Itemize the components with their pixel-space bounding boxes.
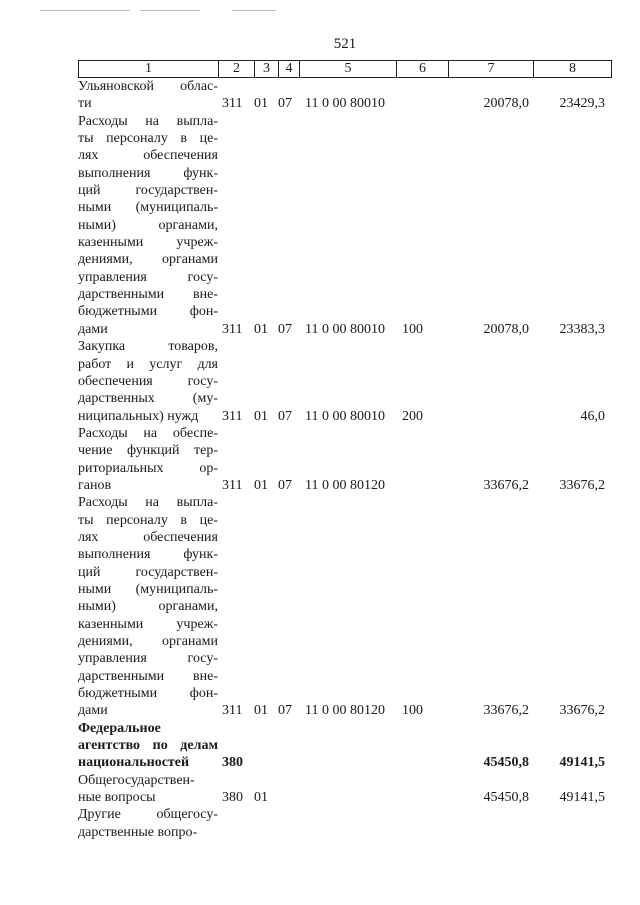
description-line: Закупка товаров, — [78, 339, 218, 355]
description-line: Расходы на выпла- — [78, 113, 218, 129]
amount-year-1: 45450,8 — [483, 790, 529, 806]
description-line: Ульяновской облас- — [78, 79, 218, 94]
column-header: 6 — [397, 61, 449, 78]
section-code: 01 — [254, 790, 268, 806]
section-code: 01 — [254, 408, 268, 424]
table-row — [78, 113, 611, 338]
row-description — [78, 425, 218, 494]
description-line: ными) органами, — [78, 217, 218, 233]
description-line: национальностей — [78, 755, 190, 771]
description-line: агентство по делам — [78, 738, 218, 754]
expense-type-code: 200 — [402, 408, 423, 424]
description-line: бюджетными фон- — [78, 686, 218, 702]
budget-table-body — [78, 78, 611, 841]
subsection-code: 07 — [278, 408, 292, 424]
section-code: 01 — [254, 477, 268, 493]
description-line: ти — [78, 96, 92, 112]
page-number: 521 — [333, 36, 357, 52]
column-header: 3 — [255, 61, 279, 78]
ministry-code: 311 — [222, 477, 243, 493]
column-header: 7 — [449, 61, 534, 78]
amount-year-2: 33676,2 — [559, 703, 605, 719]
row-description — [78, 772, 218, 807]
description-line: ций государствен- — [78, 183, 218, 199]
description-line: ты персоналу в це- — [78, 512, 218, 528]
description-line: выполнения функ- — [78, 547, 218, 563]
subsection-code: 07 — [278, 96, 292, 112]
description-line: Расходы на выпла- — [78, 495, 218, 511]
scan-artifact — [232, 10, 276, 11]
ministry-code: 311 — [222, 703, 243, 719]
column-header: 5 — [300, 61, 397, 78]
table-row — [78, 494, 611, 719]
description-line: Федеральное — [78, 720, 161, 736]
description-line: Общегосударствен- — [78, 772, 195, 788]
subsection-code: 07 — [278, 703, 292, 719]
table-row — [78, 338, 611, 425]
section-code: 01 — [254, 96, 268, 112]
target-article-code: 11 0 00 80010 — [305, 408, 385, 424]
target-article-code: 11 0 00 80120 — [305, 477, 385, 493]
column-header: 1 — [79, 61, 219, 78]
amount-year-2: 46,0 — [580, 408, 605, 424]
description-line: Расходы на обеспе- — [78, 425, 218, 441]
table-row — [78, 806, 611, 841]
description-line: дарственные вопро- — [78, 824, 198, 840]
target-article-code: 11 0 00 80010 — [305, 321, 385, 337]
description-line: ными (муниципаль- — [78, 200, 218, 216]
description-line: лях обеспечения — [78, 148, 218, 164]
scan-artifact — [140, 10, 200, 11]
description-line: дами — [78, 321, 108, 337]
description-line: управления госу- — [78, 269, 218, 285]
ministry-code: 311 — [222, 408, 243, 424]
description-line: дарственными вне- — [78, 668, 218, 684]
amount-year-1: 20078,0 — [483, 96, 529, 112]
description-line: дениями, органами — [78, 634, 218, 649]
table-row — [78, 78, 611, 113]
table-row — [78, 425, 611, 494]
row-description — [78, 494, 218, 719]
description-line: ниципальных) нужд — [78, 408, 199, 424]
description-line: чение функций тер- — [78, 443, 218, 459]
description-line: казенными учреж- — [78, 235, 218, 251]
amount-year-1: 33676,2 — [483, 703, 529, 719]
description-line: ций государствен- — [78, 564, 218, 580]
amount-year-2: 49141,5 — [559, 790, 605, 806]
row-description — [78, 338, 218, 425]
description-line: лях обеспечения — [78, 529, 218, 545]
ministry-code: 311 — [222, 321, 243, 337]
description-line: дениями, органами — [78, 252, 218, 268]
row-description — [78, 78, 218, 113]
column-header-row — [78, 60, 612, 78]
amount-year-1: 33676,2 — [483, 477, 529, 493]
description-line: работ и услуг для — [78, 356, 218, 372]
description-line: дарственных (му- — [78, 391, 218, 407]
description-line: дами — [78, 703, 108, 719]
row-description — [78, 720, 218, 772]
description-line: ные вопросы — [78, 790, 156, 806]
description-line: дарственными вне- — [78, 287, 218, 303]
column-header: 8 — [534, 61, 612, 78]
amount-year-2: 49141,5 — [559, 755, 605, 771]
description-line: ты персоналу в це- — [78, 131, 218, 147]
row-description — [78, 113, 218, 338]
description-line: выполнения функ- — [78, 165, 218, 181]
amount-year-1: 20078,0 — [483, 321, 529, 337]
ministry-code: 380 — [222, 755, 243, 771]
description-line: ными (муниципаль- — [78, 581, 218, 597]
column-header: 4 — [279, 61, 300, 78]
amount-year-1: 45450,8 — [483, 755, 529, 771]
section-code: 01 — [254, 321, 268, 337]
subsection-code: 07 — [278, 321, 292, 337]
row-description — [78, 806, 218, 841]
target-article-code: 11 0 00 80120 — [305, 703, 385, 719]
expense-type-code: 100 — [402, 321, 423, 337]
description-line: бюджетными фон- — [78, 304, 218, 320]
description-line: ными) органами, — [78, 599, 218, 615]
description-line: казенными учреж- — [78, 616, 218, 632]
description-line: обеспечения госу- — [78, 373, 218, 389]
amount-year-2: 33676,2 — [559, 477, 605, 493]
ministry-code: 380 — [222, 790, 243, 806]
amount-year-2: 23383,3 — [559, 321, 605, 337]
scan-artifact — [40, 10, 130, 11]
amount-year-2: 23429,3 — [559, 96, 605, 112]
ministry-code: 311 — [222, 96, 243, 112]
target-article-code: 11 0 00 80010 — [305, 96, 385, 112]
description-line: риториальных ор- — [78, 460, 218, 476]
table-row — [78, 772, 611, 807]
expense-type-code: 100 — [402, 703, 423, 719]
description-line: управления госу- — [78, 651, 218, 667]
table-row — [78, 720, 611, 772]
description-line: Другие общегосу- — [78, 807, 218, 823]
description-line: ганов — [78, 477, 112, 493]
section-code: 01 — [254, 703, 268, 719]
column-header: 2 — [219, 61, 255, 78]
subsection-code: 07 — [278, 477, 292, 493]
